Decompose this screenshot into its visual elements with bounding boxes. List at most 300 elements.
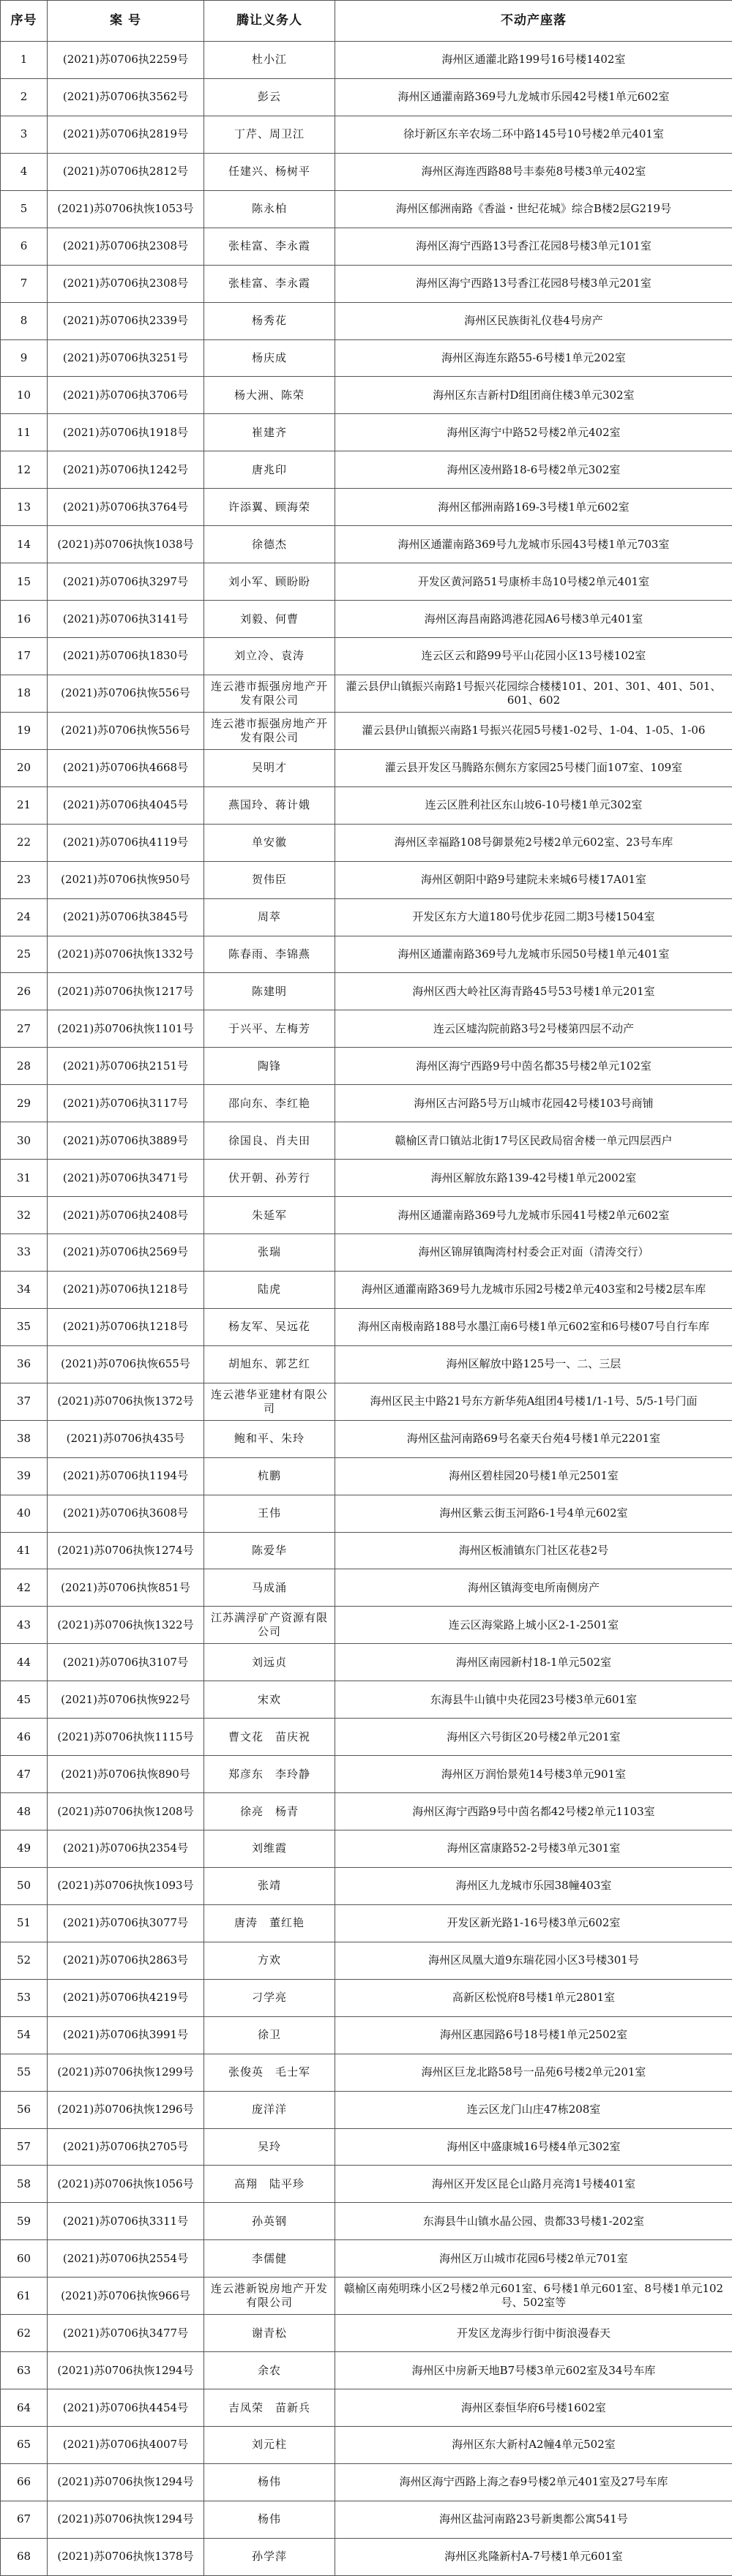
cell-case-number: (2021)苏0706执435号 <box>48 1420 204 1457</box>
table-row <box>1 2352 732 2389</box>
cell-seq: 2 <box>1 78 48 116</box>
table-row <box>1 2427 732 2464</box>
cell-debtor: 杨伟 <box>204 2463 335 2501</box>
table-row <box>1 1085 732 1122</box>
cell-debtor: 杜小江 <box>204 42 335 79</box>
cell-case-number: (2021)苏0706执3764号 <box>48 489 204 526</box>
cell-case-number: (2021)苏0706执4454号 <box>48 2389 204 2427</box>
cell-debtor: 张桂富、李永霞 <box>204 265 335 302</box>
cell-debtor: 徐亮 杨青 <box>204 1793 335 1830</box>
cell-seq: 17 <box>1 638 48 675</box>
table-row <box>1 451 732 489</box>
cell-property-location: 海州区通灌南路369号九龙城市乐园42号楼1单元602室 <box>335 78 732 116</box>
cell-case-number: (2021)苏0706执4045号 <box>48 786 204 824</box>
cell-seq: 6 <box>1 228 48 265</box>
cell-debtor: 陶锋 <box>204 1048 335 1085</box>
cell-debtor: 杨庆成 <box>204 339 335 377</box>
cell-case-number: (2021)苏0706执3117号 <box>48 1085 204 1122</box>
cell-property-location: 海州区泰恒华府6号楼1602室 <box>335 2389 732 2427</box>
cell-case-number: (2021)苏0706执4119号 <box>48 824 204 861</box>
cell-seq: 67 <box>1 2501 48 2538</box>
cell-case-number: (2021)苏0706执4219号 <box>48 1979 204 2016</box>
cell-seq: 65 <box>1 2427 48 2464</box>
table-row <box>1 2538 732 2575</box>
cell-property-location: 海州区九龙城市乐园38幢403室 <box>335 1867 732 1904</box>
cell-case-number: (2021)苏0706执3608号 <box>48 1495 204 1532</box>
cell-case-number: (2021)苏0706执恢1038号 <box>48 526 204 563</box>
cell-debtor: 徐国良、肖夫田 <box>204 1122 335 1160</box>
cell-debtor: 刘维霞 <box>204 1830 335 1868</box>
cell-property-location: 开发区黄河路51号康桥丰岛10号楼2单元401室 <box>335 563 732 601</box>
table-body <box>1 42 732 2576</box>
cell-seq: 36 <box>1 1345 48 1383</box>
header-case-number: 案 号 <box>48 1 204 42</box>
cell-property-location: 开发区东方大道180号优步花园二期3号楼1504室 <box>335 898 732 936</box>
cell-seq: 62 <box>1 2315 48 2352</box>
cell-property-location: 海州区惠园路6号18号楼1单元2502室 <box>335 2016 732 2054</box>
table-row <box>1 2240 732 2278</box>
cell-property-location: 海州区东大新村A2幢4单元502室 <box>335 2427 732 2464</box>
header-debtor: 腾让义务人 <box>204 1 335 42</box>
cell-property-location: 海州区通灌南路369号九龙城市乐园43号楼1单元703室 <box>335 526 732 563</box>
cell-debtor: 燕国玲、蒋计娥 <box>204 786 335 824</box>
cell-property-location: 连云区龙门山庄47栋208室 <box>335 2091 732 2128</box>
cell-case-number: (2021)苏0706执3297号 <box>48 563 204 601</box>
cell-debtor: 刘毅、何曹 <box>204 601 335 638</box>
cell-property-location: 海州区解放中路125号一、二、三层 <box>335 1345 732 1383</box>
cell-seq: 18 <box>1 675 48 712</box>
table-row <box>1 1010 732 1048</box>
cell-case-number: (2021)苏0706执恢1294号 <box>48 2352 204 2389</box>
cell-case-number: (2021)苏0706执2863号 <box>48 1942 204 1979</box>
table-row <box>1 1308 732 1345</box>
cell-seq: 13 <box>1 489 48 526</box>
cell-case-number: (2021)苏0706执恢1274号 <box>48 1532 204 1569</box>
cell-debtor: 于兴平、左梅芳 <box>204 1010 335 1048</box>
cell-property-location: 海州区兆隆新村A-7号楼1单元601室 <box>335 2538 732 2575</box>
cell-seq: 32 <box>1 1197 48 1234</box>
cell-seq: 49 <box>1 1830 48 1868</box>
cell-case-number: (2021)苏0706执恢851号 <box>48 1569 204 1607</box>
cell-case-number: (2021)苏0706执恢1053号 <box>48 190 204 228</box>
cell-case-number: (2021)苏0706执恢922号 <box>48 1681 204 1719</box>
cell-case-number: (2021)苏0706执2408号 <box>48 1197 204 1234</box>
cell-seq: 28 <box>1 1048 48 1085</box>
cell-case-number: (2021)苏0706执恢1372号 <box>48 1383 204 1420</box>
cell-seq: 39 <box>1 1457 48 1495</box>
cell-seq: 8 <box>1 302 48 339</box>
cell-seq: 3 <box>1 116 48 153</box>
table-row <box>1 898 732 936</box>
cell-property-location: 海州区巨龙北路58号一品苑6号楼2单元201室 <box>335 2054 732 2091</box>
cell-seq: 20 <box>1 749 48 786</box>
cell-debtor: 宋欢 <box>204 1681 335 1719</box>
cell-case-number: (2021)苏0706执2308号 <box>48 265 204 302</box>
cell-seq: 21 <box>1 786 48 824</box>
cell-property-location: 海州区解放东路139-42号楼1单元2002室 <box>335 1160 732 1197</box>
cell-case-number: (2021)苏0706执3562号 <box>48 78 204 116</box>
cell-debtor: 江苏满浮矿产资源有限公司 <box>204 1607 335 1644</box>
cell-property-location: 赣榆区南苑明珠小区2号楼2单元601室、6号楼1单元601室、8号楼1单元102号、502室等 <box>335 2278 732 2315</box>
cell-debtor: 吴明才 <box>204 749 335 786</box>
cell-debtor: 陈永柏 <box>204 190 335 228</box>
table-row <box>1 2389 732 2427</box>
table-row <box>1 712 732 749</box>
cell-case-number: (2021)苏0706执恢1208号 <box>48 1793 204 1830</box>
table-row <box>1 1383 732 1420</box>
table-row <box>1 861 732 898</box>
cell-debtor: 谢青松 <box>204 2315 335 2352</box>
cell-property-location: 海州区锦屏镇陶湾村村委会正对面（清涛交行） <box>335 1234 732 1272</box>
cell-seq: 25 <box>1 936 48 973</box>
table-row <box>1 786 732 824</box>
table-row <box>1 824 732 861</box>
table-row <box>1 1048 732 1085</box>
cell-seq: 57 <box>1 2128 48 2166</box>
cell-debtor: 陈建明 <box>204 973 335 1010</box>
cell-case-number: (2021)苏0706执3077号 <box>48 1904 204 1942</box>
cell-debtor: 陆虎 <box>204 1271 335 1308</box>
cell-case-number: (2021)苏0706执恢1101号 <box>48 1010 204 1048</box>
cell-property-location: 连云区海棠路上城小区2-1-2501室 <box>335 1607 732 1644</box>
cell-debtor: 伏开朝、孙芳行 <box>204 1160 335 1197</box>
cell-property-location: 海州区海宁西路13号香江花园8号楼3单元101室 <box>335 228 732 265</box>
cell-debtor: 徐德杰 <box>204 526 335 563</box>
cell-seq: 50 <box>1 1867 48 1904</box>
cell-property-location: 海州区郁洲南路《香溢・世纪花城》综合B楼2层G219号 <box>335 190 732 228</box>
table-row <box>1 42 732 79</box>
cell-property-location: 东海县牛山镇中央花园23号楼3单元601室 <box>335 1681 732 1719</box>
table-row <box>1 1942 732 1979</box>
cell-seq: 14 <box>1 526 48 563</box>
cell-debtor: 唐兆印 <box>204 451 335 489</box>
cell-case-number: (2021)苏0706执1218号 <box>48 1271 204 1308</box>
table-row <box>1 228 732 265</box>
table-row <box>1 638 732 675</box>
cell-case-number: (2021)苏0706执3251号 <box>48 339 204 377</box>
table-row <box>1 489 732 526</box>
cell-debtor: 徐卫 <box>204 2016 335 2054</box>
cell-property-location: 海州区中盛康城16号楼4单元302室 <box>335 2128 732 2166</box>
cell-debtor: 唐涛 董红艳 <box>204 1904 335 1942</box>
cell-case-number: (2021)苏0706执3107号 <box>48 1644 204 1681</box>
table-row <box>1 2463 732 2501</box>
table-row <box>1 1719 732 1756</box>
cell-seq: 59 <box>1 2203 48 2240</box>
cell-property-location: 海州区碧桂园20号楼1单元2501室 <box>335 1457 732 1495</box>
table-row <box>1 377 732 414</box>
cell-seq: 38 <box>1 1420 48 1457</box>
cell-seq: 40 <box>1 1495 48 1532</box>
cell-case-number: (2021)苏0706执恢1115号 <box>48 1719 204 1756</box>
table-header-row <box>1 1 732 42</box>
cell-case-number: (2021)苏0706执3889号 <box>48 1122 204 1160</box>
table-row <box>1 1160 732 1197</box>
table-row <box>1 1569 732 1607</box>
table-row <box>1 2016 732 2054</box>
cell-debtor: 连云港市振强房地产开发有限公司 <box>204 712 335 749</box>
cell-debtor: 朱延军 <box>204 1197 335 1234</box>
table-row <box>1 601 732 638</box>
table-row <box>1 2315 732 2352</box>
table-row <box>1 1756 732 1793</box>
cell-debtor: 郑彦东 李玲静 <box>204 1756 335 1793</box>
cell-property-location: 海州区万山城市花园6号楼2单元701室 <box>335 2240 732 2278</box>
cell-case-number: (2021)苏0706执3141号 <box>48 601 204 638</box>
cell-case-number: (2021)苏0706执1194号 <box>48 1457 204 1495</box>
cell-property-location: 海州区板浦镇东门社区花巷2号 <box>335 1532 732 1569</box>
cell-property-location: 海州区朝阳中路9号建院未来城6号楼17A01室 <box>335 861 732 898</box>
cell-property-location: 高新区松悦府8号楼1单元2801室 <box>335 1979 732 2016</box>
cell-property-location: 海州区盐河南路69号名豪天台苑4号楼1单元2201室 <box>335 1420 732 1457</box>
cell-case-number: (2021)苏0706执2151号 <box>48 1048 204 1085</box>
cell-seq: 27 <box>1 1010 48 1048</box>
table-row <box>1 1234 732 1272</box>
cell-seq: 5 <box>1 190 48 228</box>
cell-debtor: 杭鹏 <box>204 1457 335 1495</box>
cell-debtor: 余农 <box>204 2352 335 2389</box>
cell-debtor: 曹文花 苗庆祝 <box>204 1719 335 1756</box>
cell-debtor: 庞洋洋 <box>204 2091 335 2128</box>
cell-property-location: 海州区六号街区20号楼2单元201室 <box>335 1719 732 1756</box>
table-row <box>1 526 732 563</box>
cell-case-number: (2021)苏0706执1242号 <box>48 451 204 489</box>
cell-seq: 24 <box>1 898 48 936</box>
cell-property-location: 海州区郁洲南路169-3号楼1单元602室 <box>335 489 732 526</box>
cell-case-number: (2021)苏0706执3706号 <box>48 377 204 414</box>
table-row <box>1 1532 732 1569</box>
table-row <box>1 190 732 228</box>
table-row <box>1 1420 732 1457</box>
cell-property-location: 东海县牛山镇水晶公园、贵都33号楼1-202室 <box>335 2203 732 2240</box>
table-row <box>1 2203 732 2240</box>
table-row <box>1 1644 732 1681</box>
cell-seq: 43 <box>1 1607 48 1644</box>
table-row <box>1 1457 732 1495</box>
table-row <box>1 1830 732 1868</box>
cell-debtor: 孙英钢 <box>204 2203 335 2240</box>
cell-debtor: 吴玲 <box>204 2128 335 2166</box>
cell-property-location: 海州区海连东路55-6号楼1单元202室 <box>335 339 732 377</box>
table-row <box>1 302 732 339</box>
cell-seq: 30 <box>1 1122 48 1160</box>
cell-debtor: 周萃 <box>204 898 335 936</box>
table-row <box>1 1607 732 1644</box>
cell-debtor: 高翔 陆平珍 <box>204 2166 335 2203</box>
cell-seq: 52 <box>1 1942 48 1979</box>
cell-debtor: 邵向东、李红艳 <box>204 1085 335 1122</box>
table-row <box>1 1793 732 1830</box>
cell-property-location: 开发区新光路1-16号楼3单元602室 <box>335 1904 732 1942</box>
table-row <box>1 339 732 377</box>
cell-debtor: 彭云 <box>204 78 335 116</box>
cell-debtor: 连云港市振强房地产开发有限公司 <box>204 675 335 712</box>
cell-property-location: 海州区海连西路88号丰泰苑8号楼3单元402室 <box>335 153 732 190</box>
cell-debtor: 张靖 <box>204 1867 335 1904</box>
table-row <box>1 1197 732 1234</box>
cell-seq: 7 <box>1 265 48 302</box>
cell-debtor: 鲍和平、朱玲 <box>204 1420 335 1457</box>
cell-property-location: 海州区民族街礼仪巷4号房产 <box>335 302 732 339</box>
cell-case-number: (2021)苏0706执恢1294号 <box>48 2463 204 2501</box>
cell-seq: 22 <box>1 824 48 861</box>
cell-case-number: (2021)苏0706执恢1378号 <box>48 2538 204 2575</box>
cell-seq: 68 <box>1 2538 48 2575</box>
table-row <box>1 1122 732 1160</box>
table-row <box>1 1681 732 1719</box>
cell-property-location: 海州区海昌南路鸿港花园A6号楼3单元401室 <box>335 601 732 638</box>
cell-seq: 15 <box>1 563 48 601</box>
table-row <box>1 1271 732 1308</box>
cell-seq: 4 <box>1 153 48 190</box>
cell-debtor: 张瑞 <box>204 1234 335 1272</box>
cell-property-location: 海州区凌州路18-6号楼2单元302室 <box>335 451 732 489</box>
cell-property-location: 海州区盐河南路23号新奥都公寓541号 <box>335 2501 732 2538</box>
cell-seq: 19 <box>1 712 48 749</box>
cell-case-number: (2021)苏0706执恢1296号 <box>48 2091 204 2128</box>
table-row <box>1 936 732 973</box>
cell-case-number: (2021)苏0706执2812号 <box>48 153 204 190</box>
cell-debtor: 胡旭东、郭艺红 <box>204 1345 335 1383</box>
cell-property-location: 连云区云和路99号平山花园小区13号楼102室 <box>335 638 732 675</box>
cell-property-location: 海州区南园新村18-1单元502室 <box>335 1644 732 1681</box>
cell-seq: 1 <box>1 42 48 79</box>
cell-case-number: (2021)苏0706执1218号 <box>48 1308 204 1345</box>
cell-case-number: (2021)苏0706执3845号 <box>48 898 204 936</box>
cell-debtor: 吉凤荣 苗新兵 <box>204 2389 335 2427</box>
cell-debtor: 刘立冷、袁涛 <box>204 638 335 675</box>
cell-case-number: (2021)苏0706执恢655号 <box>48 1345 204 1383</box>
cell-case-number: (2021)苏0706执2554号 <box>48 2240 204 2278</box>
cell-seq: 63 <box>1 2352 48 2389</box>
table-row <box>1 414 732 451</box>
cell-debtor: 陈爱华 <box>204 1532 335 1569</box>
cell-case-number: (2021)苏0706执2354号 <box>48 1830 204 1868</box>
cell-seq: 55 <box>1 2054 48 2091</box>
table-row <box>1 1495 732 1532</box>
cell-case-number: (2021)苏0706执3471号 <box>48 1160 204 1197</box>
cell-debtor: 刘元柱 <box>204 2427 335 2464</box>
cell-debtor: 杨大洲、陈荣 <box>204 377 335 414</box>
cell-debtor: 陈春雨、李锦燕 <box>204 936 335 973</box>
cell-property-location: 海州区民主中路21号东方新华苑A组团4号楼1/1-1号、5/5-1号门面 <box>335 1383 732 1420</box>
cell-seq: 64 <box>1 2389 48 2427</box>
cell-debtor: 杨秀花 <box>204 302 335 339</box>
cell-property-location: 海州区东吉新村D组团商住楼3单元302室 <box>335 377 732 414</box>
cell-seq: 23 <box>1 861 48 898</box>
table-row <box>1 265 732 302</box>
cell-case-number: (2021)苏0706执恢966号 <box>48 2278 204 2315</box>
cell-property-location: 海州区海宁西路9号中茵名都35号楼2单元102室 <box>335 1048 732 1085</box>
cell-seq: 51 <box>1 1904 48 1942</box>
cell-case-number: (2021)苏0706执恢1056号 <box>48 2166 204 2203</box>
table-row <box>1 2091 732 2128</box>
table-row <box>1 1345 732 1383</box>
cell-seq: 9 <box>1 339 48 377</box>
cell-seq: 37 <box>1 1383 48 1420</box>
cell-case-number: (2021)苏0706执恢1299号 <box>48 2054 204 2091</box>
cell-debtor: 刁学亮 <box>204 1979 335 2016</box>
header-property-location: 不动产座落 <box>335 1 732 42</box>
cell-property-location: 海州区通灌南路369号九龙城市乐园41号楼2单元602室 <box>335 1197 732 1234</box>
cell-seq: 58 <box>1 2166 48 2203</box>
cell-seq: 61 <box>1 2278 48 2315</box>
cell-debtor: 杨友军、吴远花 <box>204 1308 335 1345</box>
header-seq: 序号 <box>1 1 48 42</box>
cell-seq: 12 <box>1 451 48 489</box>
cell-seq: 56 <box>1 2091 48 2128</box>
cell-seq: 31 <box>1 1160 48 1197</box>
cell-seq: 41 <box>1 1532 48 1569</box>
cell-seq: 29 <box>1 1085 48 1122</box>
cell-debtor: 贺伟臣 <box>204 861 335 898</box>
cell-seq: 42 <box>1 1569 48 1607</box>
table-row <box>1 2166 732 2203</box>
cell-property-location: 海州区幸福路108号御景苑2号楼2单元602室、23号车库 <box>335 824 732 861</box>
cell-property-location: 海州区海宁西路上海之春9号楼2单元401室及27号车库 <box>335 2463 732 2501</box>
table-row <box>1 2501 732 2538</box>
cell-seq: 10 <box>1 377 48 414</box>
cell-property-location: 海州区通灌南路369号九龙城市乐园50号楼1单元401室 <box>335 936 732 973</box>
cell-case-number: (2021)苏0706执恢890号 <box>48 1756 204 1793</box>
table-row <box>1 1867 732 1904</box>
cell-property-location: 海州区通灌北路199号16号楼1402室 <box>335 42 732 79</box>
cell-case-number: (2021)苏0706执2339号 <box>48 302 204 339</box>
cell-property-location: 灌云县伊山镇振兴南路1号振兴花园综合楼楼101、201、301、401、501、601、602 <box>335 675 732 712</box>
cell-seq: 48 <box>1 1793 48 1830</box>
cell-debtor: 任建兴、杨树平 <box>204 153 335 190</box>
table-row <box>1 1979 732 2016</box>
cell-case-number: (2021)苏0706执2705号 <box>48 2128 204 2166</box>
cell-property-location: 开发区龙海步行街中街浪漫春天 <box>335 2315 732 2352</box>
cell-property-location: 海州区海宁西路9号中茵名都42号楼2单元1103室 <box>335 1793 732 1830</box>
cell-case-number: (2021)苏0706执3991号 <box>48 2016 204 2054</box>
cell-case-number: (2021)苏0706执恢1294号 <box>48 2501 204 2538</box>
cell-case-number: (2021)苏0706执1830号 <box>48 638 204 675</box>
cell-property-location: 灌云县伊山镇振兴南路1号振兴花园5号楼1-02号、1-04、1-05、1-06 <box>335 712 732 749</box>
cell-property-location: 海州区中房新天地B7号楼3单元602室及34号车库 <box>335 2352 732 2389</box>
cell-property-location: 海州区凤凰大道9东瑞花园小区3号楼301号 <box>335 1942 732 1979</box>
cell-seq: 33 <box>1 1234 48 1272</box>
cell-case-number: (2021)苏0706执恢1322号 <box>48 1607 204 1644</box>
cell-case-number: (2021)苏0706执2259号 <box>48 42 204 79</box>
table-row <box>1 1904 732 1942</box>
cell-seq: 53 <box>1 1979 48 2016</box>
cell-property-location: 赣榆区青口镇站北街17号区民政局宿舍楼一单元四层西户 <box>335 1122 732 1160</box>
cell-property-location: 海州区南极南路188号水墨江南6号楼1单元602室和6号楼07号自行车库 <box>335 1308 732 1345</box>
cell-case-number: (2021)苏0706执恢556号 <box>48 712 204 749</box>
cell-seq: 66 <box>1 2463 48 2501</box>
table-row <box>1 2054 732 2091</box>
table-row <box>1 2278 732 2315</box>
cell-case-number: (2021)苏0706执4007号 <box>48 2427 204 2464</box>
cell-seq: 34 <box>1 1271 48 1308</box>
cell-debtor: 丁芹、周卫江 <box>204 116 335 153</box>
cell-case-number: (2021)苏0706执4668号 <box>48 749 204 786</box>
cell-debtor: 刘小军、顾盼盼 <box>204 563 335 601</box>
cell-case-number: (2021)苏0706执3477号 <box>48 2315 204 2352</box>
cell-seq: 26 <box>1 973 48 1010</box>
cell-property-location: 海州区西大岭社区海青路45号53号楼1单元201室 <box>335 973 732 1010</box>
cell-case-number: (2021)苏0706执2569号 <box>48 1234 204 1272</box>
cell-seq: 16 <box>1 601 48 638</box>
cell-seq: 35 <box>1 1308 48 1345</box>
table-row <box>1 116 732 153</box>
cell-debtor: 王伟 <box>204 1495 335 1532</box>
cell-property-location: 连云区胜利社区东山坡6-10号楼1单元302室 <box>335 786 732 824</box>
table-row <box>1 973 732 1010</box>
cell-case-number: (2021)苏0706执2308号 <box>48 228 204 265</box>
